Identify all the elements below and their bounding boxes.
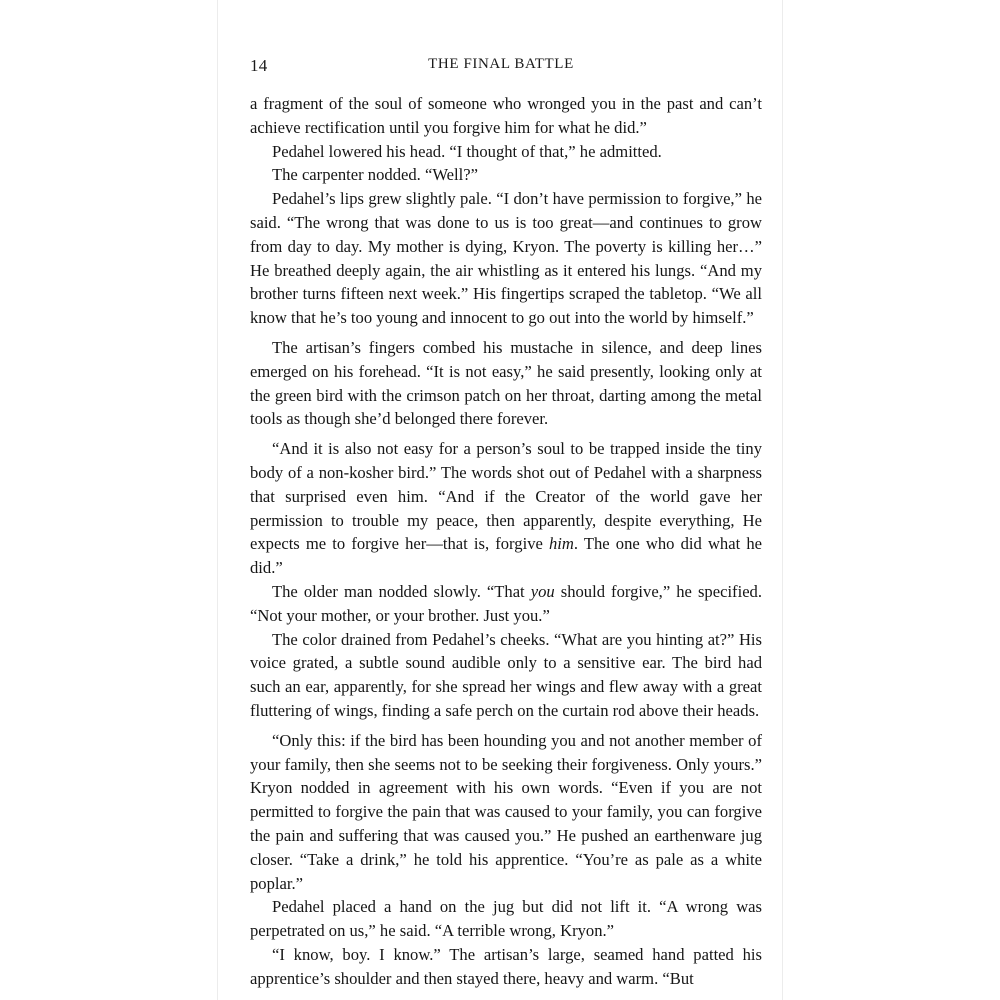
book-page — [217, 0, 783, 1000]
text-run: “I know, boy. I know.” The artisan’s large, seamed hand patted his apprentice’s shoulder and then stayed there, heavy and warm. “But — [250, 944, 762, 988]
paragraph — [250, 580, 762, 628]
paragraph — [250, 92, 762, 140]
text-run: . The one who did what he did.” — [250, 534, 762, 578]
paragraph — [250, 628, 762, 723]
running-head-title: THE FINAL BATTLE — [428, 56, 574, 72]
paragraph — [250, 437, 762, 580]
text-run: The carpenter nodded. “Well?” — [272, 165, 478, 185]
paragraph — [250, 163, 762, 187]
text-run: Pedahel lowered his head. “I thought of that,” he admitted. — [272, 141, 662, 161]
paragraph — [250, 140, 762, 164]
text-run: Pedahel’s lips grew slightly pale. “I don’t have permission to forgive,” he said. “The wrong that was done to us is too great—and continues to grow from day to day. My mother is dying, Kryon. The poverty is killing her…” He breathed deeply again, the air whistling as it entered his lungs. “And my brother turns fifteen next week.” His fingertips scraped the tabletop. “We all know that he’s too young and innocent to go out into the world by himself.” — [250, 189, 762, 328]
paragraph — [250, 729, 762, 896]
body-text — [250, 92, 762, 990]
text-run: should forgive,” he specified. “Not your mother, or your brother. Just you.” — [250, 581, 762, 625]
text-run: The artisan’s fingers combed his mustache in silence, and deep lines emerged on his forehead. “It is not easy,” he said presently, looking only at the green bird with the crimson patch on her throat, darting among the metal tools as though she’d belonged there forever. — [250, 337, 762, 429]
paragraph — [250, 336, 762, 431]
paragraph — [250, 187, 762, 330]
text-run: The older man nodded slowly. “That — [272, 581, 531, 601]
italic-emphasis: him — [549, 534, 574, 554]
paragraph — [250, 943, 762, 991]
text-run: “And it is also not easy for a person’s soul to be trapped inside the tiny body of a non-kosher bird.” The words shot out of Pedahel with a sharpness that surprised even him. “And if the Creator of the world gave her permission to trouble my peace, then apparently, despite everything, He expects me to forgive her—that is, forgive — [250, 439, 762, 554]
text-run: The color drained from Pedahel’s cheeks. “What are you hinting at?” His voice grated, a subtle sound audible only to a sensitive ear. The bird had such an ear, apparently, for she spread her wings and flew away with a great fluttering of wings, finding a safe perch on the curtain rod above their heads. — [250, 629, 762, 720]
text-run: a fragment of the soul of someone who wronged you in the past and can’t achieve rectification until you forgive him for what he did.” — [250, 94, 762, 137]
paragraph — [250, 895, 762, 943]
page-number: 14 — [250, 56, 268, 75]
text-run: Pedahel placed a hand on the jug but did not lift it. “A wrong was perpetrated on us,” he said. “A terrible wrong, Kryon.” — [250, 897, 762, 941]
italic-emphasis: you — [530, 581, 555, 601]
text-run: “Only this: if the bird has been hounding you and not another member of your family, then she seems not to be seeking their forgiveness. Only yours.” Kryon nodded in agreement with his own words. “Even if you are not permitted to forgive the pain that was caused to your family, you can forgive the pain and suffering that was caused you.” He pushed an earthenware jug closer. “Take a drink,” he told his apprentice. “You’re as pale as a white poplar.” — [250, 730, 762, 893]
